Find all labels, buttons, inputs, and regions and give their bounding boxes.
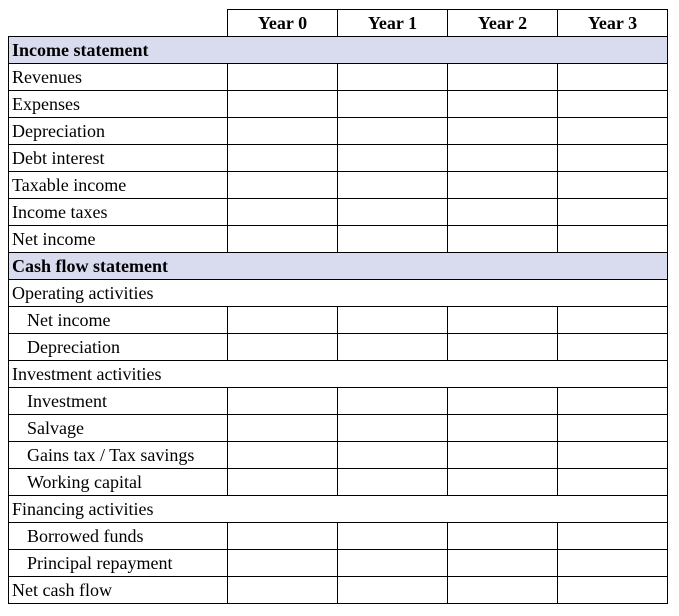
input-cell[interactable]	[228, 64, 338, 91]
row-label-investment: Investment	[9, 388, 228, 415]
row-label-working-capital: Working capital	[9, 469, 228, 496]
input-cell[interactable]	[558, 226, 668, 253]
input-cell[interactable]	[228, 145, 338, 172]
input-cell[interactable]	[448, 199, 558, 226]
input-cell[interactable]	[448, 334, 558, 361]
group-label-operating: Operating activities	[9, 280, 668, 307]
table-row	[9, 145, 668, 172]
input-cell[interactable]	[558, 415, 668, 442]
row-label-income-taxes: Income taxes	[9, 199, 228, 226]
row-label-revenues: Revenues	[9, 64, 228, 91]
input-cell[interactable]	[558, 307, 668, 334]
input-cell[interactable]	[228, 469, 338, 496]
input-cell[interactable]	[558, 577, 668, 604]
input-cell[interactable]	[228, 334, 338, 361]
cash-flow-table	[8, 9, 668, 604]
worksheet	[8, 9, 667, 604]
column-header-year-0: Year 0	[228, 10, 338, 37]
row-label-gains-tax: Gains tax / Tax savings	[9, 442, 228, 469]
input-cell[interactable]	[558, 523, 668, 550]
group-row-financing	[9, 496, 668, 523]
table-row	[9, 469, 668, 496]
input-cell[interactable]	[228, 442, 338, 469]
input-cell[interactable]	[228, 550, 338, 577]
input-cell[interactable]	[228, 415, 338, 442]
row-label-debt-interest: Debt interest	[9, 145, 228, 172]
input-cell[interactable]	[338, 145, 448, 172]
input-cell[interactable]	[448, 91, 558, 118]
input-cell[interactable]	[338, 334, 448, 361]
table-row	[9, 91, 668, 118]
row-label-taxable-income: Taxable income	[9, 172, 228, 199]
row-label-principal-repayment: Principal repayment	[9, 550, 228, 577]
group-row-investment	[9, 361, 668, 388]
table-row	[9, 442, 668, 469]
section-title: Income statement	[9, 37, 668, 64]
input-cell[interactable]	[338, 172, 448, 199]
table-row	[9, 118, 668, 145]
input-cell[interactable]	[338, 388, 448, 415]
input-cell[interactable]	[448, 118, 558, 145]
section-title: Cash flow statement	[9, 253, 668, 280]
input-cell[interactable]	[448, 307, 558, 334]
input-cell[interactable]	[338, 415, 448, 442]
input-cell[interactable]	[228, 523, 338, 550]
input-cell[interactable]	[558, 172, 668, 199]
input-cell[interactable]	[558, 388, 668, 415]
input-cell[interactable]	[558, 199, 668, 226]
input-cell[interactable]	[228, 91, 338, 118]
input-cell[interactable]	[448, 577, 558, 604]
input-cell[interactable]	[448, 469, 558, 496]
input-cell[interactable]	[448, 442, 558, 469]
group-row-operating	[9, 280, 668, 307]
input-cell[interactable]	[558, 145, 668, 172]
row-label-depreciation: Depreciation	[9, 118, 228, 145]
input-cell[interactable]	[448, 550, 558, 577]
row-label-cf-depreciation: Depreciation	[9, 334, 228, 361]
table-row	[9, 334, 668, 361]
input-cell[interactable]	[228, 172, 338, 199]
column-header-year-3: Year 3	[558, 10, 668, 37]
table-row	[9, 415, 668, 442]
row-label-expenses: Expenses	[9, 91, 228, 118]
input-cell[interactable]	[228, 388, 338, 415]
table-row	[9, 550, 668, 577]
row-label-net-cash-flow: Net cash flow	[9, 577, 228, 604]
section-income-statement	[9, 37, 668, 64]
input-cell[interactable]	[338, 64, 448, 91]
corner-blank	[9, 10, 228, 37]
header-row	[9, 10, 668, 37]
input-cell[interactable]	[558, 334, 668, 361]
input-cell[interactable]	[228, 199, 338, 226]
row-label-net-income: Net income	[9, 226, 228, 253]
table-row	[9, 199, 668, 226]
input-cell[interactable]	[558, 118, 668, 145]
input-cell[interactable]	[338, 226, 448, 253]
column-header-year-2: Year 2	[448, 10, 558, 37]
table-row	[9, 307, 668, 334]
table-row	[9, 226, 668, 253]
input-cell[interactable]	[338, 91, 448, 118]
group-label-investment: Investment activities	[9, 361, 668, 388]
input-cell[interactable]	[338, 118, 448, 145]
input-cell[interactable]	[558, 550, 668, 577]
input-cell[interactable]	[448, 523, 558, 550]
input-cell[interactable]	[448, 64, 558, 91]
table-row	[9, 172, 668, 199]
table-row	[9, 523, 668, 550]
input-cell[interactable]	[338, 550, 448, 577]
row-label-borrowed-funds: Borrowed funds	[9, 523, 228, 550]
table-row	[9, 388, 668, 415]
input-cell[interactable]	[448, 145, 558, 172]
column-header-year-1: Year 1	[338, 10, 448, 37]
input-cell[interactable]	[338, 469, 448, 496]
input-cell[interactable]	[448, 388, 558, 415]
input-cell[interactable]	[228, 577, 338, 604]
row-label-cf-net-income: Net income	[9, 307, 228, 334]
table-row	[9, 64, 668, 91]
input-cell[interactable]	[338, 307, 448, 334]
input-cell[interactable]	[338, 577, 448, 604]
input-cell[interactable]	[338, 523, 448, 550]
input-cell[interactable]	[448, 415, 558, 442]
input-cell[interactable]	[338, 199, 448, 226]
input-cell[interactable]	[558, 91, 668, 118]
row-label-salvage: Salvage	[9, 415, 228, 442]
input-cell[interactable]	[228, 226, 338, 253]
input-cell[interactable]	[558, 64, 668, 91]
input-cell[interactable]	[448, 226, 558, 253]
input-cell[interactable]	[228, 118, 338, 145]
table-row	[9, 577, 668, 604]
group-label-financing: Financing activities	[9, 496, 668, 523]
input-cell[interactable]	[448, 172, 558, 199]
input-cell[interactable]	[558, 469, 668, 496]
input-cell[interactable]	[228, 307, 338, 334]
section-cash-flow-statement	[9, 253, 668, 280]
input-cell[interactable]	[338, 442, 448, 469]
input-cell[interactable]	[558, 442, 668, 469]
